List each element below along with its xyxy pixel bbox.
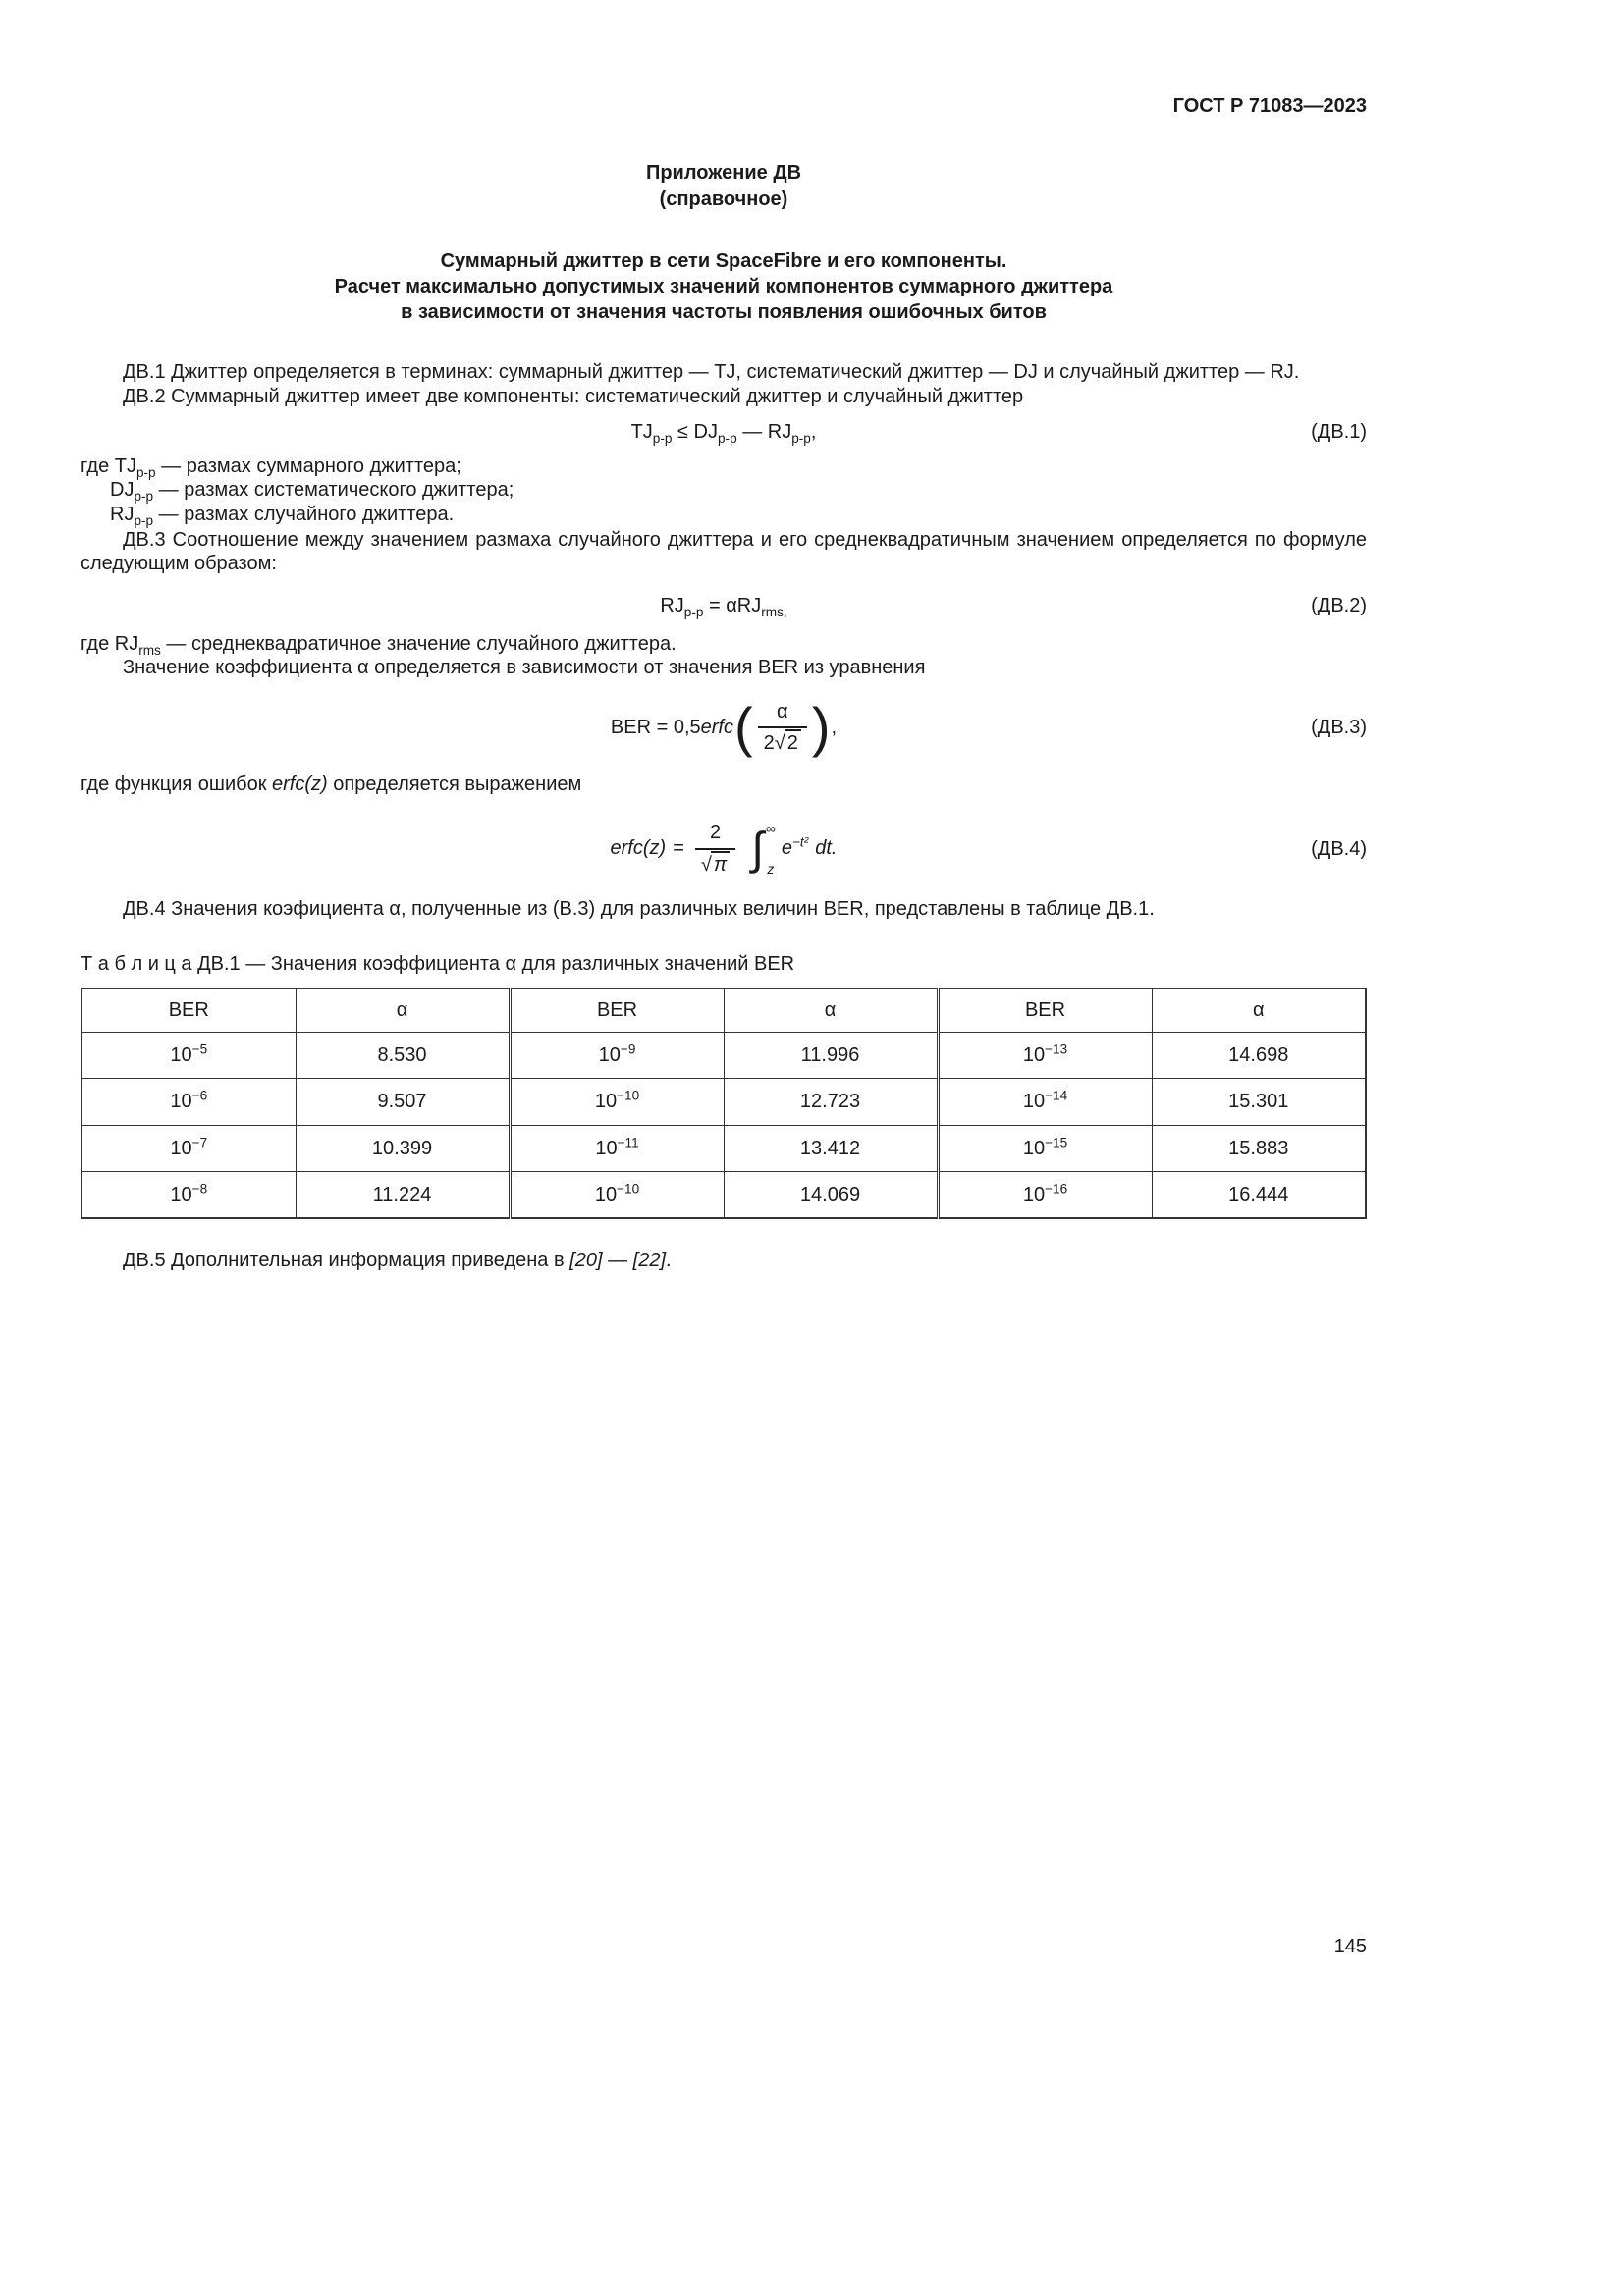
appendix-type: (справочное) xyxy=(659,187,788,210)
radicand: π xyxy=(711,851,730,876)
alpha-cell: 11.224 xyxy=(296,1172,510,1219)
page-number: 145 xyxy=(1333,1936,1367,1957)
differential: dt. xyxy=(815,837,838,860)
formula-tail: , xyxy=(831,716,838,738)
where-rj: $RJ_{p-p}$ — размах случайного джиттера. xyxy=(110,503,455,528)
table-header-row xyxy=(81,988,1366,1032)
table-row xyxy=(81,1079,1366,1125)
erfc-function: erfc xyxy=(700,716,733,738)
page-content xyxy=(81,94,1367,1273)
ber-cell: $10^{-9}$ xyxy=(510,1032,724,1078)
paragraph-erfc-def: где функция ошибок erfc(z) определяется выражением xyxy=(81,774,582,796)
table-caption-label: Т а б л и ц а xyxy=(81,953,192,976)
paragraph-where-rms: где $RJ_{rms}$ — среднеквадратичное значение случайного джиттера. xyxy=(81,632,677,658)
alpha-cell: 12.723 xyxy=(724,1079,938,1125)
exponent: −6 xyxy=(191,1088,208,1103)
formula-dv2-expression xyxy=(660,594,787,620)
exponent: −10 xyxy=(617,1181,640,1197)
radicand: 2 xyxy=(785,729,801,754)
ber-cell: $10^{-5}$ xyxy=(81,1032,296,1078)
paragraph-dv4: ДВ.4 Значения коэфициента α, полученные из (В.3) для различных величин BER, представлены в таблице ДВ.1. xyxy=(123,897,1155,920)
ber-cell: $10^{-10}$ xyxy=(510,1172,724,1219)
col-header-alpha-3: α xyxy=(1152,988,1366,1032)
formula-dv4-expression xyxy=(611,821,838,878)
col-header-ber-2: BER xyxy=(510,988,724,1032)
exponent: −10 xyxy=(617,1088,640,1103)
paragraph-dv2: ДВ.2 Суммарный джиттер имеет две компоненты: систематический джиттер и случайный джиттер xyxy=(123,385,1024,407)
formula-dv2-number: (ДВ.2) xyxy=(1311,595,1367,617)
subscript: p-p xyxy=(135,464,156,480)
ber-cell: $10^{-14}$ xyxy=(938,1079,1152,1125)
heading-line-2: Расчет максимально допустимых значений компонентов суммарного джиттера xyxy=(334,276,1113,298)
exponent: −7 xyxy=(191,1134,208,1149)
upper-limit: ∞ xyxy=(765,820,776,836)
formula-terms: $TJ_{p-p} \le DJ_{p-p}$ — $RJ_{p-p}$, xyxy=(630,421,817,447)
where-tj: где $TJ_{p-p}$ — размах суммарного джиттера; xyxy=(81,454,461,480)
formula-dv1-expression xyxy=(630,420,817,447)
ber-cell: $10^{-10}$ xyxy=(510,1079,724,1125)
erfc-argument: (z) xyxy=(642,837,667,860)
table-caption xyxy=(81,952,1367,976)
open-paren: ( xyxy=(733,696,753,759)
table-head xyxy=(81,988,1366,1032)
ber-cell: $10^{-13}$ xyxy=(938,1032,1152,1078)
subscript: p-p xyxy=(791,431,811,447)
ber-cell: $10^{-15}$ xyxy=(938,1125,1152,1171)
radical-sign: √ xyxy=(774,731,785,754)
formula-dv3 xyxy=(81,696,1367,759)
paragraph-dv5: ДВ.5 Дополнительная информация приведена в [20] — [22]. xyxy=(123,1250,672,1272)
formula-dv2 xyxy=(81,594,1367,618)
alpha-cell: 14.698 xyxy=(1152,1032,1366,1078)
alpha-cell: 8.530 xyxy=(296,1032,510,1078)
denominator: 2√ 2 xyxy=(758,728,807,755)
formula-dv3-number: (ДВ.3) xyxy=(1311,716,1367,738)
exponent: −14 xyxy=(1045,1088,1068,1103)
lower-limit: z xyxy=(767,860,775,877)
alpha-cell: 14.069 xyxy=(724,1172,938,1219)
subscript: rms xyxy=(138,642,161,658)
formula-dv4 xyxy=(81,821,1367,878)
integral-sign: ∫ xyxy=(751,823,764,875)
ber-cell: $10^{-11}$ xyxy=(510,1125,724,1171)
paragraph-dv1: ДВ.1 Джиттер определяется в терминах: суммарный джиттер — TJ, систематический джиттер — DJ и случайный джиттер — RJ. xyxy=(123,361,1300,384)
alpha-cell: 9.507 xyxy=(296,1079,510,1125)
appendix-heading xyxy=(81,248,1367,325)
table-row xyxy=(81,1125,1366,1171)
col-header-ber-1: BER xyxy=(81,988,296,1032)
ber-cell: $10^{-8}$ xyxy=(81,1172,296,1219)
erfc-function: erfc(z) xyxy=(272,774,328,796)
exponent: −8 xyxy=(191,1181,208,1197)
subscript: rms, xyxy=(761,605,787,620)
exponent: −16 xyxy=(1045,1181,1068,1197)
formula-dv1-number: (ДВ.1) xyxy=(1311,421,1367,444)
exponent: −9 xyxy=(620,1041,636,1057)
subscript: p-p xyxy=(134,512,154,528)
paragraph-alpha-ber: Значение коэффициента α определяется в зависимости от значения BER из уравнения xyxy=(123,657,926,679)
formula-prefix: BER = 0,5 xyxy=(610,716,701,738)
alpha-cell: 13.412 xyxy=(724,1125,938,1171)
ber-cell: $10^{-6}$ xyxy=(81,1079,296,1125)
exponential-term: $e^{-t^2}$ xyxy=(781,834,809,860)
col-header-alpha-2: α xyxy=(724,988,938,1032)
subscript: p-p xyxy=(134,489,154,505)
exponent: −13 xyxy=(1045,1041,1068,1057)
exponent: −5 xyxy=(191,1041,208,1057)
integral-limits xyxy=(766,821,776,878)
formula-terms: $RJ_{p-p} = \alpha RJ_{rms,}$ xyxy=(660,595,787,620)
alpha-cell: 10.399 xyxy=(296,1125,510,1171)
table-row xyxy=(81,1032,1366,1078)
definitions-list xyxy=(81,454,1367,526)
radical-sign: √ xyxy=(700,853,712,876)
numerator: 2 xyxy=(695,821,735,849)
alpha-cell: 11.996 xyxy=(724,1032,938,1078)
reference-20: [20] xyxy=(569,1250,603,1272)
doc-code: ГОСТ Р 71083—2023 xyxy=(1172,95,1367,117)
exponent: −t² xyxy=(791,834,809,850)
alpha-cell: 15.883 xyxy=(1152,1125,1366,1171)
subscript: p-p xyxy=(683,605,704,620)
erfc-function: erfc xyxy=(610,837,643,860)
close-paren: ) xyxy=(811,696,831,759)
table-body xyxy=(81,1032,1366,1218)
alpha-ber-table xyxy=(81,988,1367,1219)
where-dj: $DJ_{p-p}$ — размах систематического джиттера; xyxy=(110,479,514,505)
appendix-label: Приложение ДВ xyxy=(645,162,802,185)
subscript: p-p xyxy=(652,431,673,447)
ber-cell: $10^{-7}$ xyxy=(81,1125,296,1171)
alpha-cell: 15.301 xyxy=(1152,1079,1366,1125)
heading-line-3: в зависимости от значения частоты появления ошибочных битов xyxy=(401,301,1047,324)
denominator xyxy=(695,850,735,877)
numerator: α xyxy=(758,700,807,728)
formula-dv3-expression xyxy=(610,696,838,759)
exponent: −15 xyxy=(1045,1134,1068,1149)
table-row xyxy=(81,1172,1366,1219)
formula-dv1 xyxy=(81,420,1367,445)
exponent: −11 xyxy=(617,1134,639,1149)
paragraph-dv3: ДВ.3 Соотношение между значением размаха случайного джиттера и его среднеквадратичным значением определяется по формуле следующим образом: xyxy=(81,529,1367,575)
equals-sign: = xyxy=(673,837,684,860)
reference-22: [22] xyxy=(632,1250,667,1272)
col-header-ber-3: BER xyxy=(938,988,1152,1032)
subscript: p-p xyxy=(717,431,737,447)
heading-line-1: Суммарный джиттер в сети SpaceFibre и его компоненты. xyxy=(440,250,1007,273)
fraction xyxy=(758,700,807,756)
table-caption-text: ДВ.1 — Значения коэффициента α для различных значений BER xyxy=(191,953,795,976)
ber-cell: $10^{-16}$ xyxy=(938,1172,1152,1219)
formula-dv4-number: (ДВ.4) xyxy=(1311,837,1367,860)
col-header-alpha-1: α xyxy=(296,988,510,1032)
fraction xyxy=(695,821,735,877)
alpha-cell: 16.444 xyxy=(1152,1172,1366,1219)
